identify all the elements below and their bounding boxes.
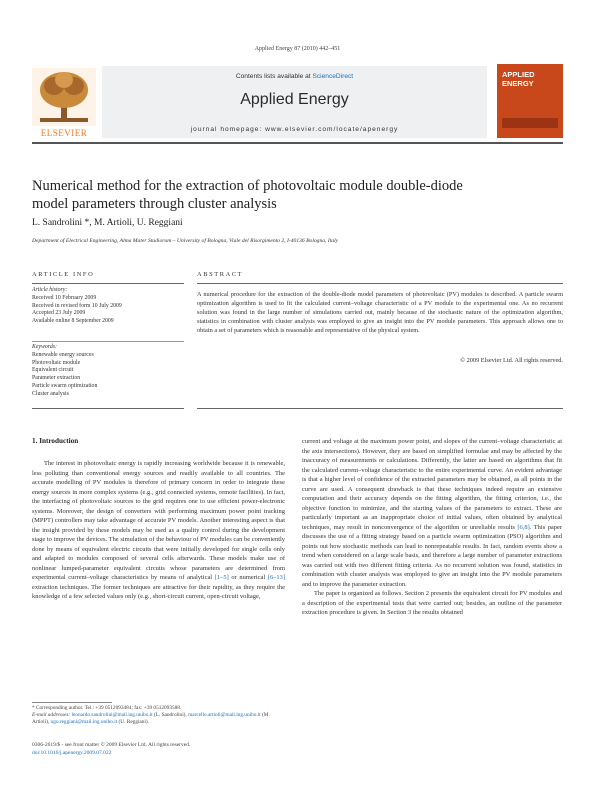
email-link[interactable]: marcello.artioli@mail.ing.unibo.it (188, 712, 261, 718)
footnote-divider (32, 702, 112, 703)
article-info-heading: ARTICLE INFO (32, 271, 95, 278)
article-affiliation: Department of Electrical Engineering, Alma Mater Studiorum – University of Bologna, Viale del Risorgimento 2, I-40136 Bologna, Italy (32, 238, 339, 244)
contents-line (102, 73, 487, 80)
elsevier-wordmark: ELSEVIER (40, 128, 88, 138)
divider (197, 283, 563, 284)
keyword-item: Parameter extraction (32, 375, 81, 382)
sciencedirect-link[interactable]: ScienceDirect (312, 73, 354, 80)
journal-homepage[interactable]: journal homepage: www.elsevier.com/locate/apenergy (190, 126, 399, 133)
abstract-text: A numerical procedure for the extraction of the double-diode model parameters of photovoltaic (PV) modules is described. A particle swarm optimization algorithm is used to fit the calculated current–voltage characteristic of a PV module to the experimental one. As no recurrent solution was found in the large number of simulations carried out, mainly because of the stochastic nature of the optimization algorithm, statistics in combination with cluster analysis was employed to give an insight into the PV module parameters. This approach allows one to obtain a set of parameters which is reasonable and representative of the physical system. (197, 291, 563, 334)
text-run: (U. Reggiani). (117, 719, 149, 725)
contents-prefix: Contents lists available at (235, 73, 313, 80)
journal-citation: Applied Energy 87 (2010) 442–451 (254, 46, 341, 52)
keywords-block (32, 344, 184, 399)
text-run: . This paper discusses the use of a fitting strategy based on a particle swarm optimization (PSO) algorithm and points out how stochastic methods can lead to nonrepeatable results. In fact, random events show a trend when considered on a large scale basis, and therefore a large number of parameter extractions was carried out with two different fitting criteria. As no recurrent solution was found, statistics in combination with cluster analysis was employed to give an insight into the PV module parameters and to improve the parameter extraction. (302, 523, 563, 588)
history-heading: Article history: (32, 287, 68, 293)
history-online: Available online 8 September 2009 (32, 318, 114, 325)
text-run: (M. Artioli), (32, 712, 270, 725)
history-received: Received 10 February 2009 (32, 294, 97, 301)
body-column-right (302, 437, 562, 618)
elsevier-logo (32, 68, 96, 138)
email-link[interactable]: ugo.reggiani@mail.ing.unibo.it (50, 719, 118, 725)
divider (32, 283, 184, 284)
text-run: The interest in photovoltaic energy is rapidly increasing worldwide because it is renewable, less polluting than conventional energy sources and readily available to all countries. The accurate modelling of PV modules is therefore of primary concern in order to integrate these energy sources in more complex systems (e.g., grid connected systems, remote facilities). In fact, the interfacing of photovoltaic sources to the grid requires one to use efficient power-electronic systems. Moreover, the design of converters with performing maximum power point tracking (MPPT) controllers may take advantage of accurate PV models. Another interesting aspect is that the insight provided by these models may be used as a quality control during the development stage to improve the devices. The simulation of the behaviour of PV modules can be conveniently done by means of equivalent electric circuits that were initially developed for single cells only and adapted to modules composed of several cells afterwards. These models make use of nonlinear lumped-parameter equivalent circuits whose parameters are determined from experimental current–voltage characteristics by means of analytical (32, 460, 285, 581)
email-link[interactable]: leonardo.sandrolini@mail.ing.unibo.it (71, 712, 153, 718)
footnote-corresponding: * Corresponding author. Tel.: +39 0512093484; fax: +39 0512093588. (32, 705, 182, 711)
keyword-item: Renewable energy sources (32, 351, 94, 358)
reference-link[interactable]: [6–13] (267, 574, 285, 581)
article-authors: L. Sandrolini *, M. Artioli, U. Reggiani (32, 218, 183, 228)
cover-title-line1: APPLIED (502, 70, 535, 79)
reference-link[interactable]: [6,8] (517, 523, 530, 531)
divider (32, 341, 184, 342)
keyword-item: Particle swarm optimization (32, 382, 98, 389)
text-run: current and voltage at the maximum power point, and slopes of the current–voltage characteristic at the axis intersections). However, they are based on simplified formulae and may be affected by the inaccuracy of measurements or calculations. Differently, the latter are based on algorithms that fit the calculated current–voltage characteristic to the entire experimental curve. An evident advantage is that a higher level of confidence of the extracted parameters may be obtained, as all points in the curve are used. A consequent drawback is that these techniques indeed require an extensive computation and their accuracy depends on the fitting algorithm, the fitting criterion, i.e., the objective function to minimize, and the starting values of the parameters to extract. These are particularly important as an inappropriate choice of initial values, often obtained by analytical techniques, may result in nonconvergence of the algorithm or unreliable results (302, 438, 562, 531)
divider (32, 408, 184, 409)
corresponding-author-footnote (32, 705, 287, 726)
article-title: Numerical method for the extraction of photovoltaic module double-diode model parameters through cluster analysis (32, 178, 463, 212)
body-paragraph (32, 459, 285, 602)
cover-decor-bar (502, 118, 558, 128)
keyword-item: Cluster analysis (32, 390, 69, 397)
page-footer (32, 742, 292, 757)
keyword-item: Equivalent circuit (32, 367, 74, 374)
footnote-emails (32, 712, 287, 726)
keyword-item: Photovoltaic module (32, 359, 81, 366)
article-history (32, 287, 184, 326)
section-heading-introduction: 1. Introduction (32, 437, 79, 445)
divider (197, 408, 563, 409)
header-divider (32, 142, 563, 144)
issn-line: 0306-2619/$ - see front matter © 2009 Elsevier Ltd. All rights reserved. (32, 742, 191, 748)
email-label: E-mail addresses: (32, 712, 72, 718)
journal-cover-thumbnail[interactable] (497, 64, 563, 138)
elsevier-tree-icon (32, 68, 96, 126)
journal-name: Applied Energy (240, 91, 349, 108)
body-column-left (32, 459, 285, 602)
history-accepted: Accepted 23 July 2009 (32, 310, 86, 317)
cover-title-line2: ENERGY (502, 79, 534, 88)
text-run: (L. Sandrolini), (152, 712, 189, 718)
abstract-copyright: © 2009 Elsevier Ltd. All rights reserved. (460, 357, 563, 364)
text-run: extraction techniques. The former techniques are attractive for their rapidity, as they require the knowledge of a few selected values only (e.g., short-circuit current, open-circuit voltage, (32, 583, 285, 600)
reference-link[interactable]: [1–5] (214, 574, 229, 581)
history-revised: Received in revised form 10 July 2009 (32, 302, 122, 309)
body-paragraph: The paper is organized as follows. Section 2 presents the equivalent circuit for PV modules and a description of the experimental tests that were carried out; besides, an outline of the parameter extraction procedure is given. In Section 3 the results obtained (302, 590, 562, 616)
abstract-heading: ABSTRACT (197, 271, 244, 278)
body-paragraph (302, 437, 562, 589)
doi-link[interactable]: doi:10.1016/j.apenergy.2009.07.022 (32, 749, 112, 756)
text-run: or numerical (228, 574, 268, 581)
keywords-heading: Keywords: (32, 344, 57, 350)
